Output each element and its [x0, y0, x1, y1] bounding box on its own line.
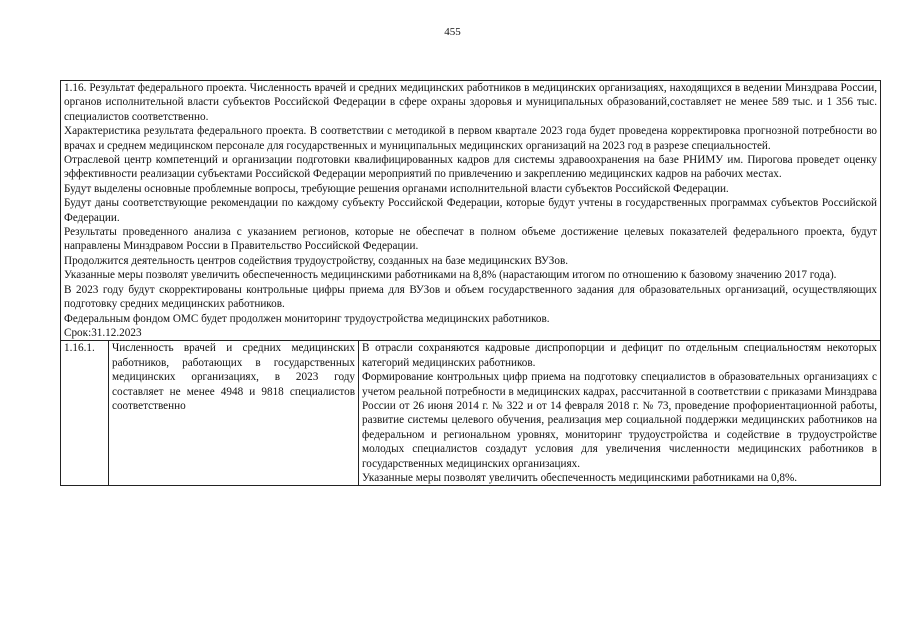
section-title-paragraph: 1.16. Результат федерального проекта. Численность врачей и средних медицинских работников в медицинских организациях, находящихся в ведении Минздрава России, органов исполнительной власти субъектов Российской Федерации в сфере охраны здоровья и муниципальных образований,составляет не менее 589 тыс. и 1 356 тыс. специалистов соответственно.: [64, 82, 878, 123]
description-cell: [359, 341, 881, 486]
section-cell: [61, 81, 881, 341]
table-row: [61, 341, 881, 486]
description-paragraph: Указанные меры позволят увеличить обеспеченность медицинскими работниками на 0,8%.: [362, 471, 798, 484]
section-paragraph: Будут даны соответствующие рекомендации по каждому субъекту Российской Федерации, которые будут учтены в государственных программах субъектов Российской Федерации.: [64, 197, 878, 224]
deadline-text: Срок:31.12.2023: [64, 326, 142, 339]
indicator-cell: [109, 341, 359, 486]
section-paragraph: Продолжится деятельность центров содействия трудоустройству, созданных на базе медицинских ВУЗов.: [64, 254, 569, 267]
section-paragraph: Указанные меры позволят увеличить обеспеченность медицинскими работниками на 8,8% (нарастающим итогом по отношению к базовому значению 2017 года).: [64, 269, 837, 282]
section-paragraph: Федеральным фондом ОМС будет продолжен мониторинг трудоустройства медицинских работников.: [64, 312, 550, 325]
content-table: [60, 80, 881, 486]
section-paragraph: Отраслевой центр компетенций и организации подготовки квалифицированных кадров для системы здравоохранения на базе РНИМУ им. Пирогова проведет оценку эффективности реализации субъектами Российской Федерации мероприятий по привлечению и закреплению медицинских кадров на рабочих местах.: [64, 154, 878, 181]
section-row: [61, 81, 881, 341]
section-paragraph: Результаты проведенного анализа с указанием регионов, которые не обеспечат в полном объеме достижение целевых показателей федерального проекта, будут направлены Минздравом России в Правительство Российской Федерации.: [64, 226, 878, 253]
indicator-text: Численность врачей и средних медицинских работников, работающих в государственных медицинских организациях, в 2023 году составляет не менее 4948 и 9818 специалистов соответственно: [112, 342, 355, 412]
description-paragraph: В отрасли сохраняются кадровые диспропорции и дефицит по отдельным специальностям некоторых категорий медицинских работников.: [362, 342, 878, 369]
row-number: 1.16.1.: [64, 342, 95, 355]
page-number: 455: [444, 26, 461, 38]
row-number-cell: [61, 341, 109, 486]
section-paragraph: В 2023 году будут скорректированы контрольные цифры приема для ВУЗов и объем государственного задания для образовательных организаций, осуществляющих подготовку средних медицинских работников.: [64, 283, 878, 311]
section-paragraph: Будут выделены основные проблемные вопросы, требующие решения органами исполнительной власти субъектов Российской Федерации.: [64, 182, 729, 195]
section-paragraph: Характеристика результата федерального проекта. В соответствии с методикой в первом квартале 2023 года будет проведена корректировка прогнозной потребности во врачах и среднем медицинском персонале для государственных и муниципальных медицинских организаций на 2023 год в разрезе специальностей.: [64, 125, 878, 152]
description-paragraph: Формирование контрольных цифр приема на подготовку специалистов в образовательных организациях с учетом реальной потребности в медицинских кадрах, рассчитанной в соответствии с приказами Минздрава России от 26 июня 2014 г. № 322 и от 14 февраля 2018 г. № 73, проведение профориентационной работы, развитие системы целевого обучения, реализация мер социальной поддержки медицинских работников на федеральном и региональном уровнях, мониторинг трудоустройства и содействие в трудоустройстве молодых специалистов создадут условия для увеличения численности медицинских работников в государственных медицинских организациях.: [362, 371, 878, 470]
